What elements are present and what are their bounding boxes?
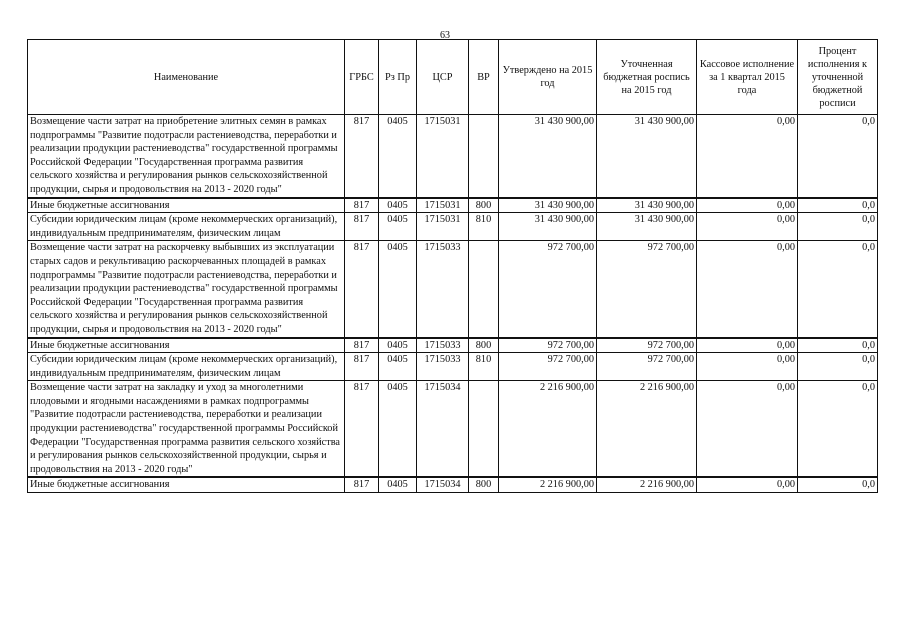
col-header-rzpr: Рз Пр — [379, 40, 417, 115]
row-grbs: 817 — [345, 241, 379, 338]
row-vr: 800 — [469, 338, 499, 353]
row-percent: 0,0 — [798, 198, 878, 213]
row-csr: 1715034 — [417, 381, 469, 478]
table-row — [28, 381, 878, 478]
row-refined: 2 216 900,00 — [597, 477, 697, 492]
row-approved: 2 216 900,00 — [499, 381, 597, 478]
row-name: Возмещение части затрат на раскорчевку выбывших из эксплуатации старых садов и рекультивацию раскорчеванных площадей в рамках подпрограммы "Развитие подотрасли растениеводства, переработки и реализации продукции растениеводства" государственной программы Российской Федерации "Государственная программа развития сельского хозяйства и регулирования рынков сельскохозяйственной продукции, сырья и продовольствия на 2013 - 2020 годы" — [28, 241, 345, 338]
row-name: Иные бюджетные ассигнования — [28, 338, 345, 353]
row-grbs: 817 — [345, 338, 379, 353]
row-percent: 0,0 — [798, 213, 878, 241]
row-refined: 972 700,00 — [597, 338, 697, 353]
col-header-grbs: ГРБС — [345, 40, 379, 115]
row-percent: 0,0 — [798, 338, 878, 353]
row-rzpr: 0405 — [379, 477, 417, 492]
row-csr: 1715031 — [417, 198, 469, 213]
row-rzpr: 0405 — [379, 198, 417, 213]
row-percent: 0,0 — [798, 477, 878, 492]
row-approved: 31 430 900,00 — [499, 115, 597, 198]
row-rzpr: 0405 — [379, 353, 417, 381]
row-name: Возмещение части затрат на закладку и уход за многолетними плодовыми и ягодными насаждениями в рамках подпрограммы "Развитие подотрасли растениеводства, переработки и реализации продукции растениеводства" государственной программы Российской Федерации "Государственная программа развития сельского хозяйства и регулирования рынков сельскохозяйственной продукции, сырья и продовольствия на 2013 - 2020 годы" — [28, 381, 345, 478]
row-csr: 1715033 — [417, 353, 469, 381]
row-grbs: 817 — [345, 213, 379, 241]
row-rzpr: 0405 — [379, 115, 417, 198]
row-name: Субсидии юридическим лицам (кроме некоммерческих организаций), индивидуальным предпринимателям, физическим лицам — [28, 213, 345, 241]
col-header-refined: Уточненная бюджетная роспись на 2015 год — [597, 40, 697, 115]
col-header-percent: Процент исполнения к уточненной бюджетной росписи — [798, 40, 878, 115]
col-header-cash: Кассовое исполнение за 1 квартал 2015 года — [697, 40, 798, 115]
row-grbs: 817 — [345, 477, 379, 492]
row-vr: 810 — [469, 353, 499, 381]
row-refined: 2 216 900,00 — [597, 381, 697, 478]
row-cash: 0,00 — [697, 241, 798, 338]
row-grbs: 817 — [345, 353, 379, 381]
table-row — [28, 338, 878, 353]
row-grbs: 817 — [345, 198, 379, 213]
row-rzpr: 0405 — [379, 381, 417, 478]
row-grbs: 817 — [345, 381, 379, 478]
row-approved: 31 430 900,00 — [499, 213, 597, 241]
budget-table — [27, 39, 878, 493]
row-csr: 1715034 — [417, 477, 469, 492]
row-cash: 0,00 — [697, 115, 798, 198]
row-csr: 1715033 — [417, 241, 469, 338]
col-header-name: Наименование — [28, 40, 345, 115]
row-approved: 2 216 900,00 — [499, 477, 597, 492]
row-cash: 0,00 — [697, 198, 798, 213]
row-rzpr: 0405 — [379, 241, 417, 338]
row-grbs: 817 — [345, 115, 379, 198]
row-refined: 31 430 900,00 — [597, 198, 697, 213]
row-refined: 972 700,00 — [597, 353, 697, 381]
row-cash: 0,00 — [697, 213, 798, 241]
row-rzpr: 0405 — [379, 338, 417, 353]
row-name: Иные бюджетные ассигнования — [28, 198, 345, 213]
row-vr: 800 — [469, 477, 499, 492]
row-percent: 0,0 — [798, 241, 878, 338]
col-header-approved: Утверждено на 2015 год — [499, 40, 597, 115]
row-cash: 0,00 — [697, 338, 798, 353]
row-csr: 1715031 — [417, 213, 469, 241]
row-cash: 0,00 — [697, 381, 798, 478]
row-csr: 1715033 — [417, 338, 469, 353]
table-row — [28, 353, 878, 381]
row-rzpr: 0405 — [379, 213, 417, 241]
row-refined: 31 430 900,00 — [597, 115, 697, 198]
table-row — [28, 213, 878, 241]
row-approved: 972 700,00 — [499, 353, 597, 381]
table-row — [28, 115, 878, 198]
table-row — [28, 477, 878, 492]
table-row — [28, 198, 878, 213]
row-approved: 31 430 900,00 — [499, 198, 597, 213]
table-row — [28, 241, 878, 338]
header-row — [28, 40, 878, 115]
row-name: Субсидии юридическим лицам (кроме некоммерческих организаций), индивидуальным предпринимателям, физическим лицам — [28, 353, 345, 381]
page-number: 63 — [440, 30, 450, 41]
row-csr: 1715031 — [417, 115, 469, 198]
row-vr — [469, 115, 499, 198]
row-refined: 31 430 900,00 — [597, 213, 697, 241]
col-header-csr: ЦСР — [417, 40, 469, 115]
row-approved: 972 700,00 — [499, 338, 597, 353]
row-vr — [469, 241, 499, 338]
row-cash: 0,00 — [697, 353, 798, 381]
row-vr: 810 — [469, 213, 499, 241]
row-percent: 0,0 — [798, 353, 878, 381]
row-approved: 972 700,00 — [499, 241, 597, 338]
row-refined: 972 700,00 — [597, 241, 697, 338]
row-name: Возмещение части затрат на приобретение элитных семян в рамках подпрограммы "Развитие подотрасли растениеводства, переработки и реализации продукции растениеводства" государственной программы Российской Федерации "Государственная программа развития сельского хозяйства и регулирования рынков сельскохозяйственной продукции, сырья и продовольствия на 2013 - 2020 годы" — [28, 115, 345, 198]
row-vr — [469, 381, 499, 478]
row-percent: 0,0 — [798, 115, 878, 198]
row-name: Иные бюджетные ассигнования — [28, 477, 345, 492]
row-percent: 0,0 — [798, 381, 878, 478]
col-header-vr: ВР — [469, 40, 499, 115]
row-cash: 0,00 — [697, 477, 798, 492]
row-vr: 800 — [469, 198, 499, 213]
